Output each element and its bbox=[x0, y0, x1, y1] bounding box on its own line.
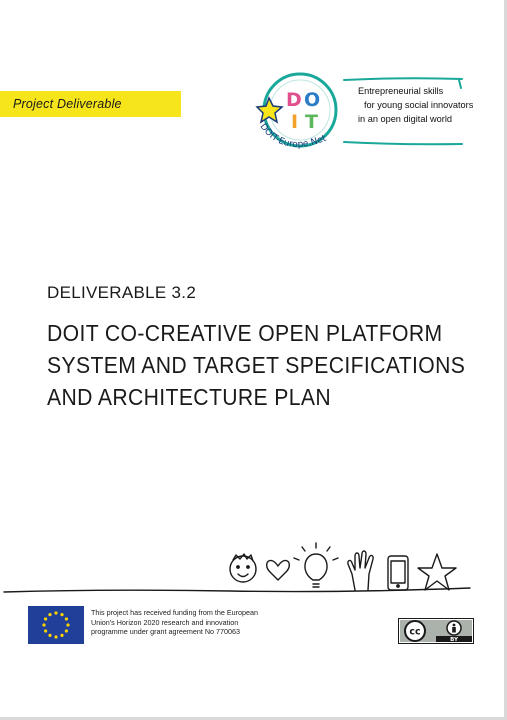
deliverable-number: DELIVERABLE 3.2 bbox=[47, 283, 197, 302]
tagline-line-1: Entrepreneurial skills bbox=[358, 86, 444, 96]
funding-line-3: programme under grant agreement No 770063 bbox=[91, 627, 241, 637]
lightbulb-doodle-icon bbox=[294, 543, 338, 587]
logo-letter-i: I bbox=[291, 111, 299, 133]
by-label: BY bbox=[450, 637, 458, 644]
heart-doodle-icon bbox=[267, 560, 290, 580]
funding-line-1: This project has received funding from the European bbox=[91, 608, 259, 617]
logo-letter-t: T bbox=[305, 111, 318, 133]
logo-tagline bbox=[358, 84, 474, 126]
tablet-doodle-icon bbox=[388, 556, 408, 590]
tagline-line-3: in an open digital world bbox=[358, 114, 452, 124]
hand-doodle-icon bbox=[348, 551, 373, 590]
project-deliverable-tag bbox=[0, 91, 181, 117]
funding-line-2: Union's Horizon 2020 research and innovation bbox=[91, 617, 239, 627]
face-doodle-icon bbox=[230, 554, 256, 582]
logo-letter-d: D bbox=[286, 89, 302, 111]
tagline-line-2: for young social innovators bbox=[364, 100, 474, 110]
title-line-2: SYSTEM AND TARGET SPECIFICATIONS bbox=[47, 352, 466, 378]
doodle-strip bbox=[0, 536, 507, 598]
title-line-1: DOIT CO-CREATIVE OPEN PLATFORM bbox=[47, 320, 443, 346]
star-doodle-icon bbox=[418, 554, 456, 590]
eu-flag-icon bbox=[28, 606, 84, 644]
creative-commons-icon bbox=[398, 618, 474, 644]
deliverable-title bbox=[47, 317, 466, 413]
tag-label: Project Deliverable bbox=[13, 97, 122, 111]
logo-arc-text-path: DOIT-Europe.Net bbox=[257, 121, 328, 150]
cc-label: cc bbox=[409, 626, 421, 638]
title-line-3: AND ARCHITECTURE PLAN bbox=[47, 384, 332, 410]
logo-letter-o: O bbox=[304, 89, 321, 111]
title-block bbox=[47, 283, 487, 413]
funding-statement bbox=[91, 608, 271, 637]
